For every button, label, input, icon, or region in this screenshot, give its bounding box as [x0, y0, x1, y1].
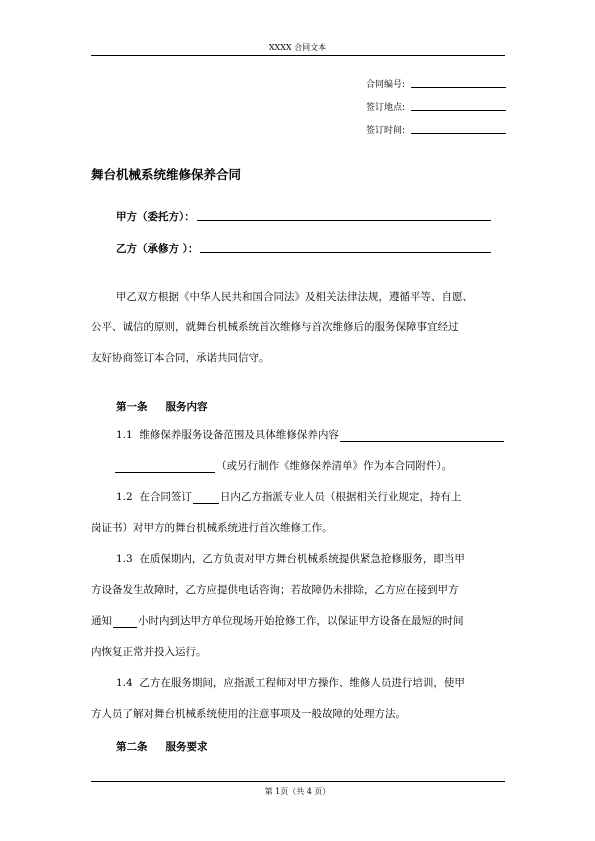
clause-1-2-text-a: 在合同签订 — [139, 491, 192, 503]
header-rule — [91, 55, 505, 56]
party-a-label: 甲方（委托方）： — [116, 211, 195, 223]
clause-1-1-line-1 — [116, 428, 505, 442]
intro-line-1: 甲乙双方根据《中华人民共和国合同法》及相关法律法规，遵循平等、自愿、 — [116, 291, 473, 303]
clause-1-3-text-1: 在质保期内，乙方负责对甲方舞台机械系统提供紧急抢修服务，即当甲 — [139, 553, 465, 565]
sign-place-blank — [411, 110, 506, 111]
clause-1-3-line-3 — [91, 614, 505, 628]
contract-number-field — [366, 76, 506, 90]
intro-line-3: 友好协商签订本合同，承诺共同信守。 — [91, 352, 270, 364]
clause-1-2-line-1 — [116, 490, 505, 504]
clause-1-1-text-2: （或另行制作《维修保养清单》作为本合同附件）。 — [216, 460, 453, 472]
party-b-row — [116, 240, 491, 256]
sign-time-blank — [411, 133, 506, 134]
clause-1-2-line-2: 岗证书）对甲方的舞台机械系统进行首次维修工作。 — [91, 522, 333, 534]
clause-1-2-number: 1.2 — [116, 491, 133, 503]
contract-title: 舞台机械系统维修保养合同 — [91, 167, 242, 182]
article-2-title: 服务要求 — [165, 741, 208, 753]
article-2-heading — [116, 739, 208, 754]
clause-1-3-line-1 — [116, 552, 505, 566]
clause-1-2-days-blank — [193, 492, 219, 504]
party-b-blank — [200, 252, 491, 253]
sign-time-label: 签订时间: — [366, 126, 406, 136]
party-b-label: 乙方（承修方 ）： — [116, 243, 199, 255]
clause-1-2-text-b: 日内乙方指派专业人员（根据相关行业规定，持有上 — [219, 491, 462, 503]
sign-time-field — [366, 122, 506, 136]
clause-1-1-text: 维修保养服务设备范围及具体维修保养内容 — [139, 429, 339, 441]
clause-1-1-blank-b — [115, 461, 215, 473]
sign-place-label: 签订地点: — [366, 103, 406, 113]
clause-1-3-number: 1.3 — [116, 553, 133, 565]
party-a-blank — [197, 220, 491, 221]
running-header: XXXX 合同文本 — [268, 43, 327, 52]
intro-line-2: 公平、诚信的原则，就舞台机械系统首次维修与首次维修后的服务保障事宜经过 — [91, 321, 459, 333]
article-2-number: 第二条 — [116, 741, 148, 753]
article-1-heading — [116, 399, 208, 414]
clause-1-4-number: 1.4 — [116, 677, 133, 689]
clause-1-4-line-2: 方人员了解对舞台机械系统使用的注意事项及一般故障的处理方法。 — [91, 708, 406, 720]
clause-1-3-line-2: 方设备发生故障时，乙方应提供电话咨询；若故障仍未排除，乙方应在接到甲方 — [91, 584, 459, 596]
clause-1-3-text-b: 小时内到达甲方单位现场开始抢修工作，以保证甲方设备在最短的时间 — [138, 615, 464, 627]
clause-1-3-line-4: 内恢复正常并投入运行。 — [91, 646, 207, 658]
party-a-row — [116, 208, 491, 224]
clause-1-1-line-2 — [91, 459, 505, 473]
sign-place-field — [366, 99, 506, 113]
contract-number-blank — [411, 87, 506, 88]
clause-1-3-hours-blank — [113, 616, 137, 628]
clause-1-1-number: 1.1 — [116, 429, 133, 441]
page-number: 第 1页（共 4 页） — [264, 787, 331, 796]
article-1-number: 第一条 — [116, 401, 148, 413]
contract-number-label: 合同编号: — [366, 80, 406, 90]
clause-1-3-text-a: 通知 — [91, 615, 112, 627]
article-1-title: 服务内容 — [165, 401, 208, 413]
footer-rule — [91, 781, 505, 782]
clause-1-4-line-1 — [116, 676, 505, 690]
clause-1-1-blank-a — [340, 430, 504, 442]
clause-1-4-text-1: 乙方在服务期间，应指派工程师对甲方操作、维修人员进行培训，使甲 — [139, 677, 465, 689]
